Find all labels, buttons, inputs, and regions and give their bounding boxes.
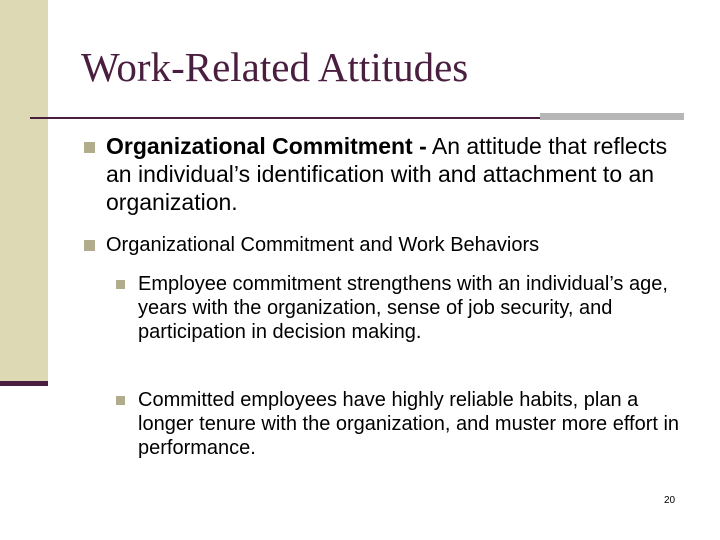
subbullet-2: Committed employees have highly reliable habits, plan a longer tenure with the organization, and muster more effort in performance. [138,389,680,459]
bullet-1-term: Organizational Commitment - [106,133,427,159]
subbullet-square-icon [116,396,125,405]
bullet-square-icon [84,142,95,153]
page-number: 20 [664,495,676,506]
left-decorative-band [0,0,48,385]
bullet-2: Organizational Commitment and Work Behaviors [106,234,540,256]
bullet-1 [106,132,686,216]
left-band-bar [0,381,48,386]
bullet-1-text: An attitude that reflects an individual’s identification with and attachment to an organization. [106,133,668,215]
subbullet-1: Employee commitment strengthens with an individual’s age, years with the organization, sense of job security, and participation in decision making. [138,273,668,343]
slide-title: Work-Related Attitudes [81,44,469,90]
subbullet-square-icon [116,280,125,289]
title-divider-accent [540,113,684,120]
bullet-square-icon [84,240,95,251]
